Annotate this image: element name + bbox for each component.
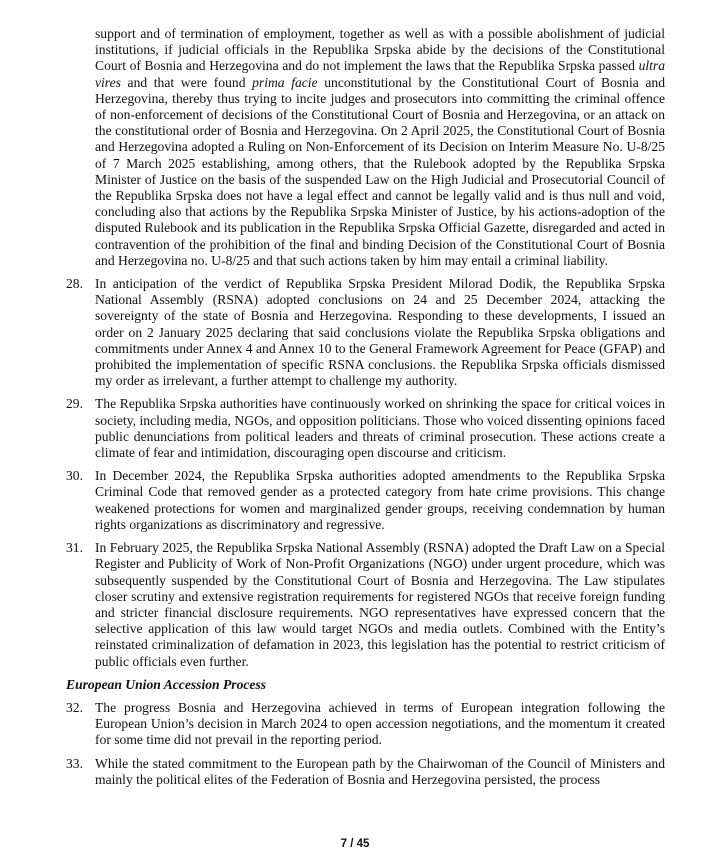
paragraph-number: 30. <box>66 468 83 484</box>
page-number: 7 / 45 <box>340 838 370 850</box>
paragraph-number: 29. <box>66 396 83 412</box>
paragraph-text: In February 2025, the Republika Srpska National Assembly (RSNA) adopted the Draft Law on a Special Register and Publicity of Work of Non-Profit Organizations (NGO) under urgent procedure, which was subsequently suspended by the Constitutional Court of Bosnia and Herzegovina. The Law stipulates closer scrutiny and extensive registration requirements for registered NGOs that receive foreign funding and stricter financial disclosure requirements. NGO representatives have expressed concern that the selective application of this law would target NGOs and media outlets. Combined with the Entity’s reinstated criminalization of defamation in 2023, this legislation has the potential to restrict criticism of public officials even further. <box>95 540 665 669</box>
numbered-paragraph-32 <box>66 700 665 749</box>
paragraph-number: 28. <box>66 276 83 292</box>
numbered-paragraph-30 <box>66 468 665 533</box>
italic-term: prima facie <box>252 74 318 90</box>
paragraph-text: unconstitutional by the Constitutional Court of Bosnia and Herzegovina, thereby thus trying to incite judges and prosecutors into committing the criminal offence of non-enforcement of decisions of the Constitutional Court of Bosnia and Herzegovina, or an attack on the constitutional order of Bosnia and Herzegovina. On 2 April 2025, the Constitutional Court of Bosnia and Herzegovina adopted a Ruling on Non-Enforcement of its Decision on Interim Measure No. U-8/25 of 7 March 2025 establishing, among others, that the Rulebook adopted by the Republika Srpska Minister of Justice on the basis of the suspended Law on the High Judicial and Prosecutorial Council of the Republika Srpska does not have a legal effect and cannot be legally valid and is thus null and void, concluding also that actions by the Republika Srpska Minister of Justice, by his actions-adoption of the disputed Rulebook and its publication in the Republika Srpska Official Gazette, disregarded and acted in contravention of the prohibition of the final and binding Decision of the Constitutional Court of Bosnia and Herzegovina no. U-8/25 and that such actions taken by him may entail a criminal liability. <box>95 74 666 268</box>
paragraph-text: In December 2024, the Republika Srpska authorities adopted amendments to the Republika Srpska Criminal Code that removed gender as a protected category from hate crime provisions. This change weakened protections for women and marginalized gender groups, receiving condemnation by human rights organizations as discriminatory and regressive. <box>95 468 665 532</box>
paragraph-text: The progress Bosnia and Herzegovina achieved in terms of European integration following the European Union’s decision in March 2024 to open accession negotiations, and the momentum it created for some time did not prevail in the reporting period. <box>95 699 665 748</box>
paragraph-27-continuation <box>66 26 665 269</box>
numbered-paragraph-33 <box>66 756 665 788</box>
paragraph-number: 31. <box>66 540 83 556</box>
paragraph-text: and that were found <box>120 74 253 90</box>
paragraph-number: 33. <box>66 755 83 771</box>
paragraph-text: While the stated commitment to the European path by the Chairwoman of the Council of Ministers and mainly the political elites of the Federation of Bosnia and Herzegovina persisted, the process <box>95 755 665 787</box>
paragraph-number: 32. <box>66 699 83 715</box>
italic-term: ultra vires <box>95 58 665 90</box>
paragraph-text: support and of termination of employment, together as well as with a possible abolishment of judicial institutions, if judicial officials in the Republika Srpska abide by the decisions of the Constitutional Court of Bosnia and Herzegovina and do not implement the laws that the Republika Srpska passed <box>95 26 665 74</box>
section-heading: European Union Accession Process <box>66 676 267 692</box>
paragraph-text: In anticipation of the verdict of Republika Srpska President Milorad Dodik, the Republika Srpska National Assembly (RSNA) adopted conclusions on 24 and 25 December 2024, attacking the sovereignty of the state of Bosnia and Herzegovina. Responding to these developments, I issued an order on 2 January 2025 declaring that said conclusions violate the Republika Srpska obligations and commitments under Annex 4 and Annex 10 to the General Framework Agreement for Peace (GFAP) and prohibited the implementation of specific RSNA conclusions. the Republika Srpska officials dismissed my order as irrelevant, a further attempt to challenge my authority. <box>95 276 665 389</box>
paragraph-text: The Republika Srpska authorities have continuously worked on shrinking the space for critical voices in society, including media, NGOs, and opposition politicians. Those who voiced dissenting opinions faced public denunciations from political leaders and threats of criminal prosecution. These actions create a climate of fear and intimidation, discouraging open discourse and criticism. <box>95 396 665 461</box>
page-body <box>66 26 665 795</box>
numbered-paragraph-28 <box>66 276 665 389</box>
numbered-paragraph-31 <box>66 540 665 670</box>
numbered-paragraph-29 <box>66 396 665 461</box>
